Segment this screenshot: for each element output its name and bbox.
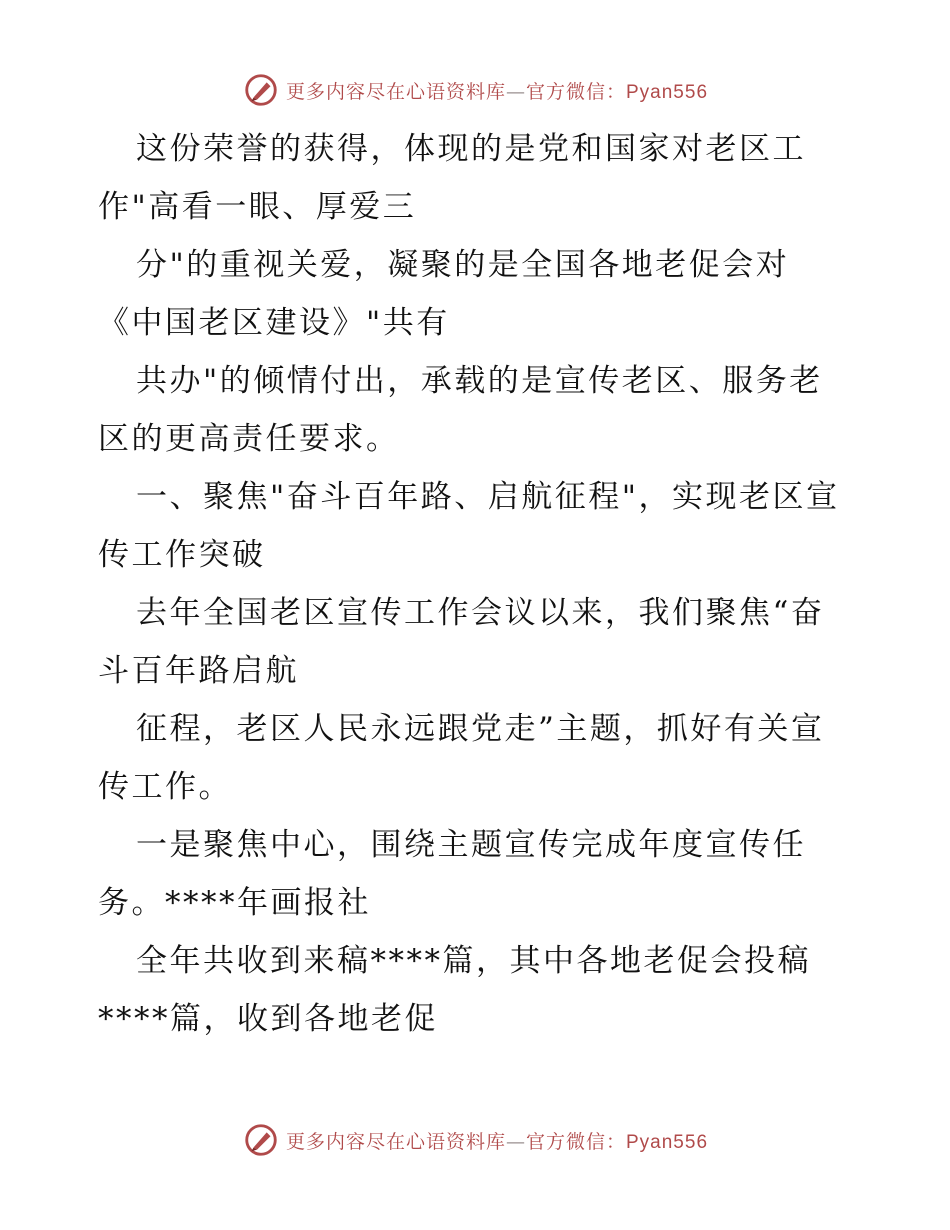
header-contact-id: Pyan556 xyxy=(626,81,709,103)
header-separator: — xyxy=(505,80,526,103)
header-watermark xyxy=(0,68,950,112)
header-text xyxy=(286,77,708,104)
body-line: 斗百年路启航 xyxy=(98,653,299,689)
body-line: 一是聚焦中心，围绕主题宣传完成年度宣传任 xyxy=(136,827,806,863)
body-line: 这份荣誉的获得，体现的是党和国家对老区工 xyxy=(136,131,806,167)
body-line: 征程，老区人民永远跟党走”主题，抓好有关宣 xyxy=(136,711,825,747)
footer-contact-id: Pyan556 xyxy=(626,1131,709,1153)
pen-logo-icon xyxy=(242,71,280,109)
pen-logo-icon xyxy=(242,1121,280,1159)
body-line: 区的更高责任要求。 xyxy=(98,421,400,457)
body-line: 务。****年画报社 xyxy=(98,885,371,921)
body-line: 去年全国老区宣传工作会议以来，我们聚焦“奋 xyxy=(136,595,825,631)
body-line: 《中国老区建设》"共有 xyxy=(98,305,450,341)
body-line: ****篇，收到各地老促 xyxy=(98,1001,438,1037)
footer-text xyxy=(286,1127,708,1154)
footer-separator: — xyxy=(505,1130,526,1153)
header-site-text: 更多内容尽在心语资料库 xyxy=(285,80,506,103)
footer-watermark xyxy=(0,1118,950,1162)
body-line: 全年共收到来稿****篇，其中各地老促会投稿 xyxy=(136,943,811,979)
header-contact-label: 官方微信： xyxy=(525,80,626,103)
document-body xyxy=(98,120,858,1048)
body-line: 传工作。 xyxy=(98,769,232,805)
section-heading-continued: 传工作突破 xyxy=(98,537,266,573)
body-line: 共办"的倾情付出，承载的是宣传老区、服务老 xyxy=(136,363,823,399)
body-line: 分"的重视关爱，凝聚的是全国各地老促会对 xyxy=(136,247,790,283)
section-heading: 一、聚焦"奋斗百年路、启航征程"，实现老区宣 xyxy=(136,479,840,515)
footer-contact-label: 官方微信： xyxy=(525,1130,626,1153)
body-line: 作"高看一眼、厚爱三 xyxy=(98,189,417,225)
footer-site-text: 更多内容尽在心语资料库 xyxy=(285,1130,506,1153)
